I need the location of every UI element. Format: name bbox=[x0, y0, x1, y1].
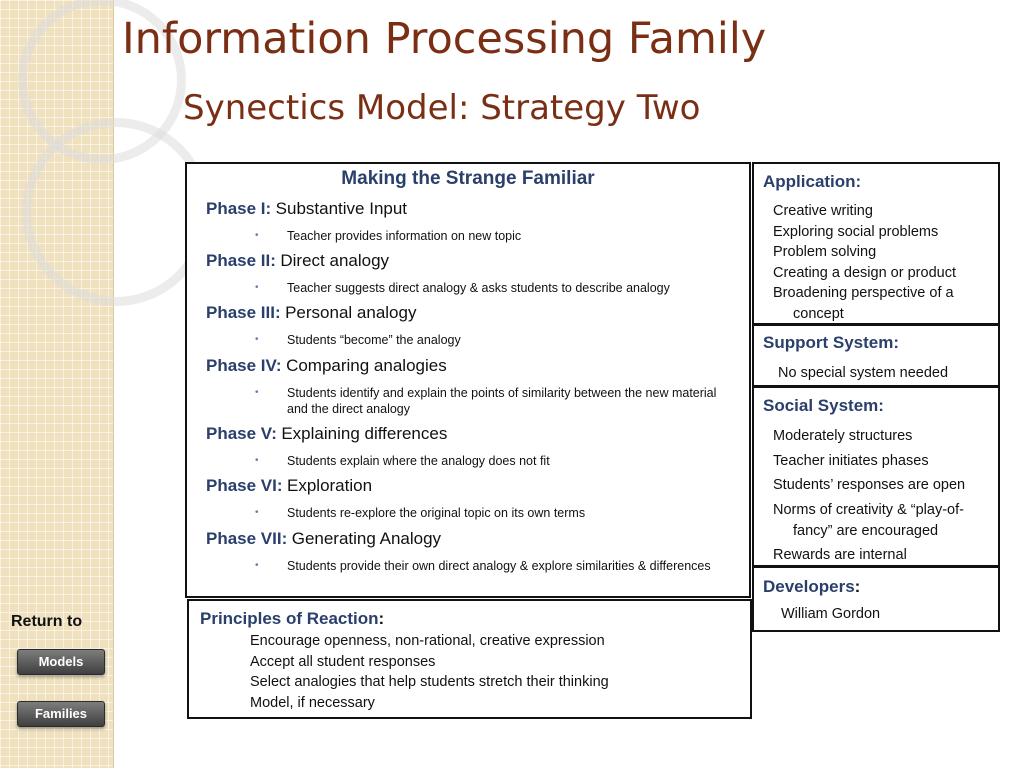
bullet-icon: • bbox=[255, 455, 259, 466]
phase-1-name: Substantive Input bbox=[275, 199, 408, 218]
bullet-text: Students “become” the analogy bbox=[287, 333, 461, 347]
phase-2-name: Direct analogy bbox=[280, 251, 390, 270]
principles-box bbox=[187, 599, 752, 719]
application-item: Creating a design or product bbox=[773, 265, 956, 281]
phase-2 bbox=[206, 251, 389, 271]
social-system-item: Rewards are internal bbox=[773, 547, 907, 563]
bullet-text: Students provide their own direct analogy & explore similarities & differences bbox=[287, 559, 711, 573]
developers-heading-colon: : bbox=[854, 577, 861, 596]
principles-item: Accept all student responses bbox=[250, 654, 436, 670]
phase-7 bbox=[206, 529, 441, 549]
phase-5-name: Explaining differences bbox=[281, 424, 448, 443]
bullet-icon: • bbox=[255, 282, 259, 293]
social-system-box bbox=[752, 386, 1000, 567]
phase-3-label: Phase III: bbox=[206, 303, 281, 322]
bullet-icon: • bbox=[255, 334, 259, 345]
phase-3 bbox=[206, 303, 416, 323]
support-system-heading: Support System: bbox=[763, 333, 900, 352]
phase-4 bbox=[206, 356, 447, 376]
support-system-item: No special system needed bbox=[778, 365, 949, 381]
phase-4-name: Comparing analogies bbox=[286, 356, 447, 375]
application-heading: Application: bbox=[763, 172, 862, 191]
models-button[interactable]: Models bbox=[17, 649, 105, 675]
phase-7-label: Phase VII: bbox=[206, 529, 288, 548]
phase-4-label: Phase IV: bbox=[206, 356, 282, 375]
phase-2-label: Phase II: bbox=[206, 251, 276, 270]
phase-1 bbox=[206, 199, 407, 219]
developers-heading bbox=[763, 577, 860, 597]
bullet-text: Students re-explore the original topic on its own terms bbox=[287, 506, 586, 520]
social-system-item: Moderately structures bbox=[773, 428, 913, 444]
phase-1-label: Phase I: bbox=[206, 199, 272, 218]
bullet-icon: • bbox=[255, 387, 259, 398]
bullet-icon: • bbox=[255, 230, 259, 241]
developers-item: William Gordon bbox=[781, 606, 881, 622]
page-subtitle: Synectics Model: Strategy Two bbox=[183, 88, 701, 128]
families-button[interactable]: Families bbox=[17, 701, 105, 727]
developers-heading-text: Developers bbox=[763, 577, 855, 596]
principles-item: Select analogies that help students stretch their thinking bbox=[250, 674, 609, 690]
application-item: Exploring social problems bbox=[773, 224, 939, 240]
principles-item: Encourage openness, non-rational, creative expression bbox=[250, 633, 605, 649]
social-system-heading: Social System: bbox=[763, 396, 884, 415]
principles-heading bbox=[200, 609, 384, 629]
bullet-icon: • bbox=[255, 560, 259, 571]
phase-7-name: Generating Analogy bbox=[291, 529, 442, 548]
bullet-text: Teacher suggests direct analogy & asks students to describe analogy bbox=[287, 281, 670, 295]
phase-5-label: Phase V: bbox=[206, 424, 277, 443]
application-box bbox=[752, 162, 1000, 325]
phase-3-name: Personal analogy bbox=[285, 303, 417, 322]
bullet-text: Students explain where the analogy does not fit bbox=[287, 454, 550, 468]
phases-heading: Making the Strange Familiar bbox=[341, 168, 595, 189]
application-item: Creative writing bbox=[773, 203, 873, 219]
phase-6-name: Exploration bbox=[287, 476, 373, 495]
developers-box bbox=[752, 566, 1000, 632]
decorative-ring-bottom bbox=[22, 118, 210, 306]
social-system-item: fancy” are encouraged bbox=[793, 523, 939, 539]
principles-heading-colon: : bbox=[378, 609, 385, 628]
bullet-text: Teacher provides information on new topic bbox=[287, 229, 522, 243]
bullet-text: Students identify and explain the points of similarity between the new material and the direct analogy bbox=[287, 386, 717, 416]
phase-5 bbox=[206, 424, 447, 444]
principles-item: Model, if necessary bbox=[250, 695, 375, 711]
phases-box bbox=[185, 162, 751, 598]
application-item: concept bbox=[793, 306, 844, 322]
application-item: Problem solving bbox=[773, 244, 877, 260]
social-system-item: Teacher initiates phases bbox=[773, 453, 929, 469]
social-system-item: Norms of creativity & “play-of- bbox=[773, 502, 964, 518]
support-system-box bbox=[752, 324, 1000, 387]
principles-heading-text: Principles of Reaction bbox=[200, 609, 379, 628]
application-item: Broadening perspective of a bbox=[773, 285, 954, 301]
page-title: Information Processing Family bbox=[122, 14, 767, 64]
return-to-label: Return to bbox=[11, 613, 83, 630]
bullet-icon: • bbox=[255, 507, 259, 518]
phase-6 bbox=[206, 476, 372, 496]
social-system-item: Students’ responses are open bbox=[773, 477, 966, 493]
phase-6-label: Phase VI: bbox=[206, 476, 283, 495]
